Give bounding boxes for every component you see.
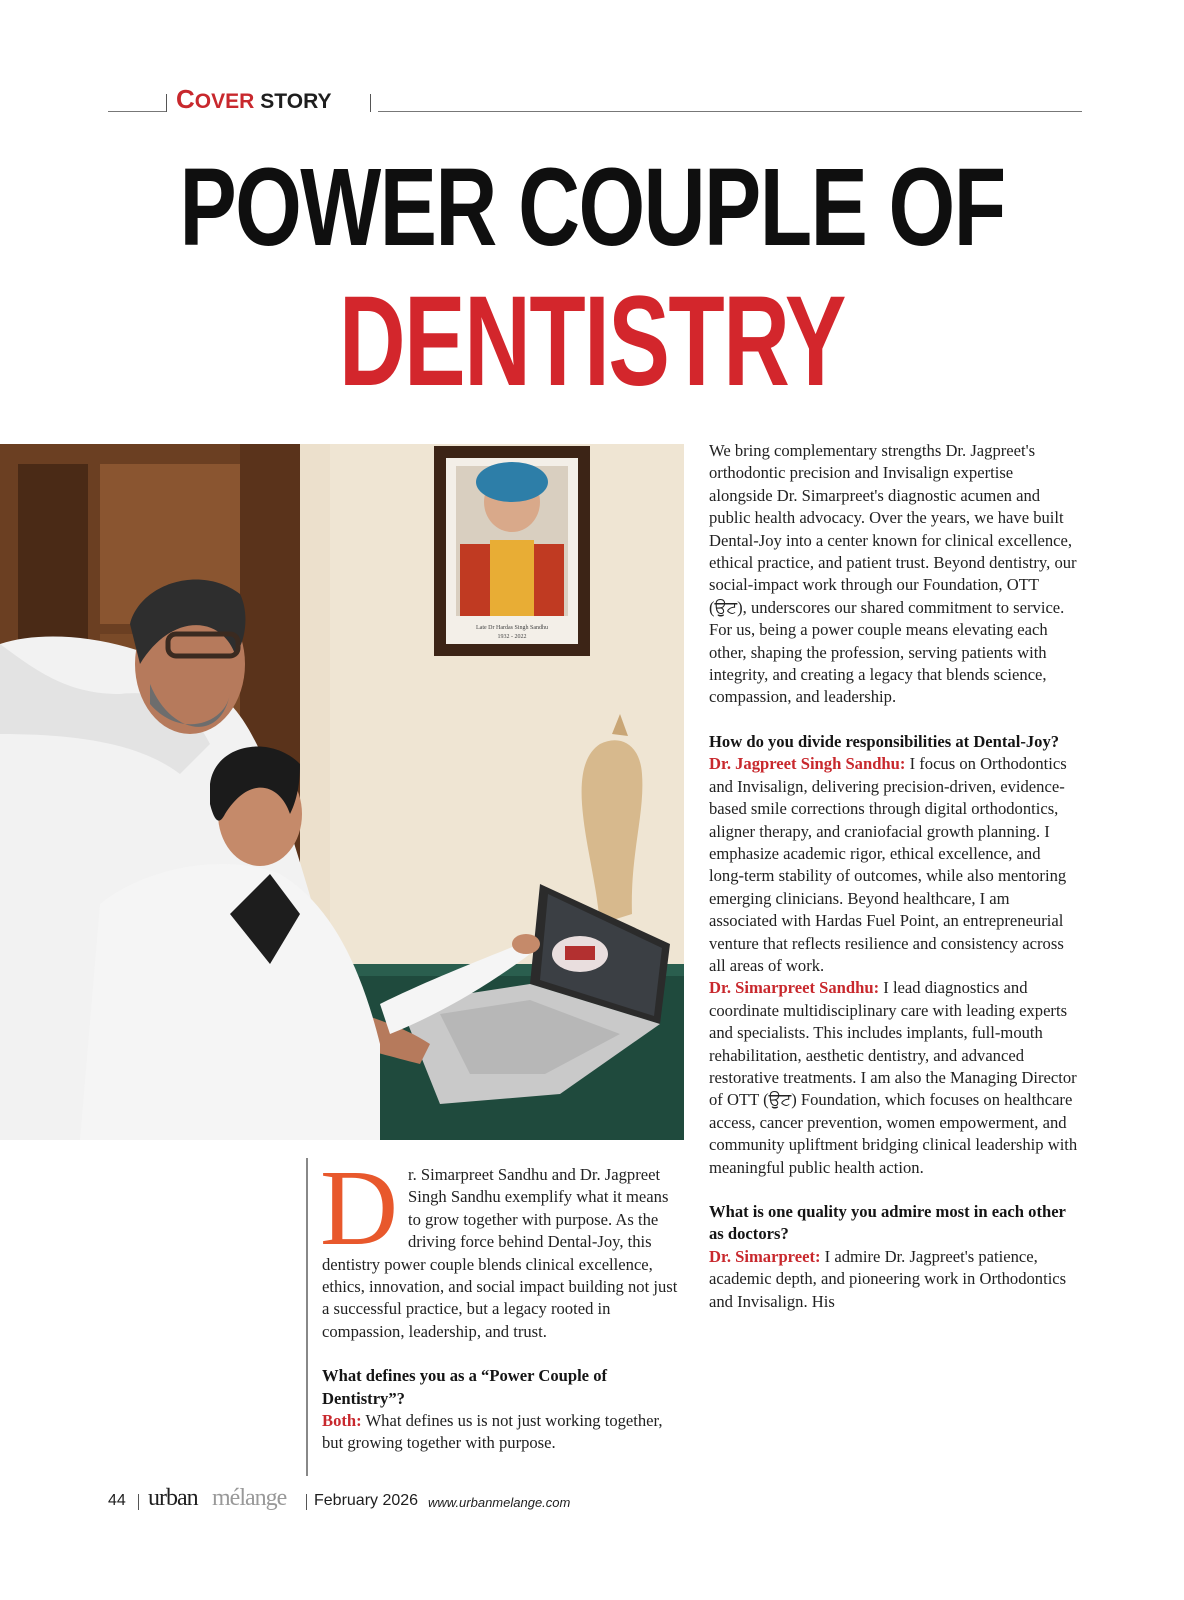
article-column-left bbox=[320, 1149, 684, 1455]
section-cover-initial: C bbox=[176, 84, 195, 114]
framed-portrait bbox=[434, 446, 590, 656]
answer-simarpreet-text: I lead diagnostics and coordinate multidisciplinary care with leading experts and specialists. This includes implants, full-mouth rehabilitation, aesthetic dentistry, and advanced restorative treatments. I am also the Managing Director of OTT (ਉਟ) Foundation, which focuses on healthcare access, cancer prevention, women empowerment, and community upliftment bridging clinical leadership with meaningful public health action. bbox=[709, 978, 1078, 1177]
answer-both bbox=[322, 1410, 684, 1455]
answer-both-text: What defines us is not just working together, but growing together with purpose. bbox=[322, 1411, 663, 1453]
footer-divider bbox=[138, 1494, 139, 1510]
headline-line-1: POWER COUPLE OF bbox=[179, 146, 1005, 269]
header-divider bbox=[166, 94, 167, 112]
answer-simarpreet bbox=[709, 977, 1079, 1179]
intro-text: r. Simarpreet Sandhu and Dr. Jagpreet Singh Sandhu exemplify what it means to grow together with purpose. As the driving force behind Dental-Joy, this dentistry power couple blends clinical excellence, ethics, innovation, and social impact building not just a successful practice, but a legacy rooted in compassion, leadership, and trust. bbox=[322, 1165, 678, 1341]
section-story: STORY bbox=[260, 90, 332, 113]
portrait-caption: Late Dr Hardas Singh Sandhu bbox=[476, 625, 548, 631]
speaker-simarpreet: Dr. Simarpreet Sandhu: bbox=[709, 978, 880, 998]
speaker-simarpreet-short: Dr. Simarpreet: bbox=[709, 1246, 821, 1266]
headline-line-2: DENTISTRY bbox=[339, 270, 845, 413]
answer-both-continued: We bring complementary strengths Dr. Jagpreet's orthodontic precision and Invisalign expertise alongside Dr. Simarpreet's diagnostic acumen and public health advocacy. Over the years, we have built Dental-Joy into a center known for clinical excellence, ethical practice, and patient trust. Beyond dentistry, our social-impact work through our Foundation, OTT (ਉਟ), underscores our shared commitment to service. For us, being a power couple means elevating each other, shaping the profession, serving patients with integrity, and creating a legacy that blends science, compassion, and leadership. bbox=[709, 441, 1077, 707]
article-column-right bbox=[709, 440, 1079, 1313]
cover-photo bbox=[0, 444, 684, 1140]
question-admire: What is one quality you admire most in each other as doctors? bbox=[709, 1202, 1066, 1244]
question-responsibilities: How do you divide responsibilities at Dental-Joy? bbox=[709, 731, 1060, 751]
question-power-couple: What defines you as a “Power Couple of Dentistry”? bbox=[322, 1366, 608, 1408]
header-divider bbox=[370, 94, 371, 112]
speaker-both: Both: bbox=[322, 1411, 362, 1431]
header-rule-left bbox=[108, 111, 166, 112]
footer-divider bbox=[306, 1494, 307, 1510]
page-number: 44 bbox=[108, 1492, 126, 1509]
section-cover-rest: OVER bbox=[194, 90, 255, 113]
section-label bbox=[176, 84, 331, 115]
speaker-jagpreet: Dr. Jagpreet Singh Sandhu: bbox=[709, 754, 906, 774]
answer-admire bbox=[709, 1246, 1079, 1313]
website-url[interactable]: www.urbanmelange.com bbox=[428, 1495, 571, 1510]
answer-jagpreet bbox=[709, 753, 1079, 977]
section-header bbox=[108, 84, 1082, 118]
column-rule bbox=[306, 1158, 308, 1476]
brand-melange: mélange bbox=[212, 1485, 287, 1511]
answer-admire-text: I admire Dr. Jagpreet's patience, academic depth, and pioneering work in Orthodontics and Invisalign. His bbox=[709, 1246, 1067, 1311]
issue-date: February 2026 bbox=[314, 1492, 419, 1509]
header-rule-right bbox=[378, 111, 1082, 112]
portrait-years: 1932 - 2022 bbox=[497, 634, 527, 640]
intro-paragraph bbox=[320, 1149, 684, 1343]
answer-jagpreet-text: I focus on Orthodontics and Invisalign, delivering precision-driven, evidence-based smile corrections through digital orthodontics, aligner therapy, and craniofacial growth planning. I emphasize academic rigor, ethical excellence, and long-term stability of outcomes, while also mentoring emerging clinicians. Beyond healthcare, I am associated with Hardas Fuel Point, an entrepreneurial venture that reflects resilience and consistency across all areas of work. bbox=[709, 754, 1067, 975]
drop-cap: D bbox=[320, 1149, 398, 1268]
brand-urban: urban bbox=[148, 1485, 198, 1511]
